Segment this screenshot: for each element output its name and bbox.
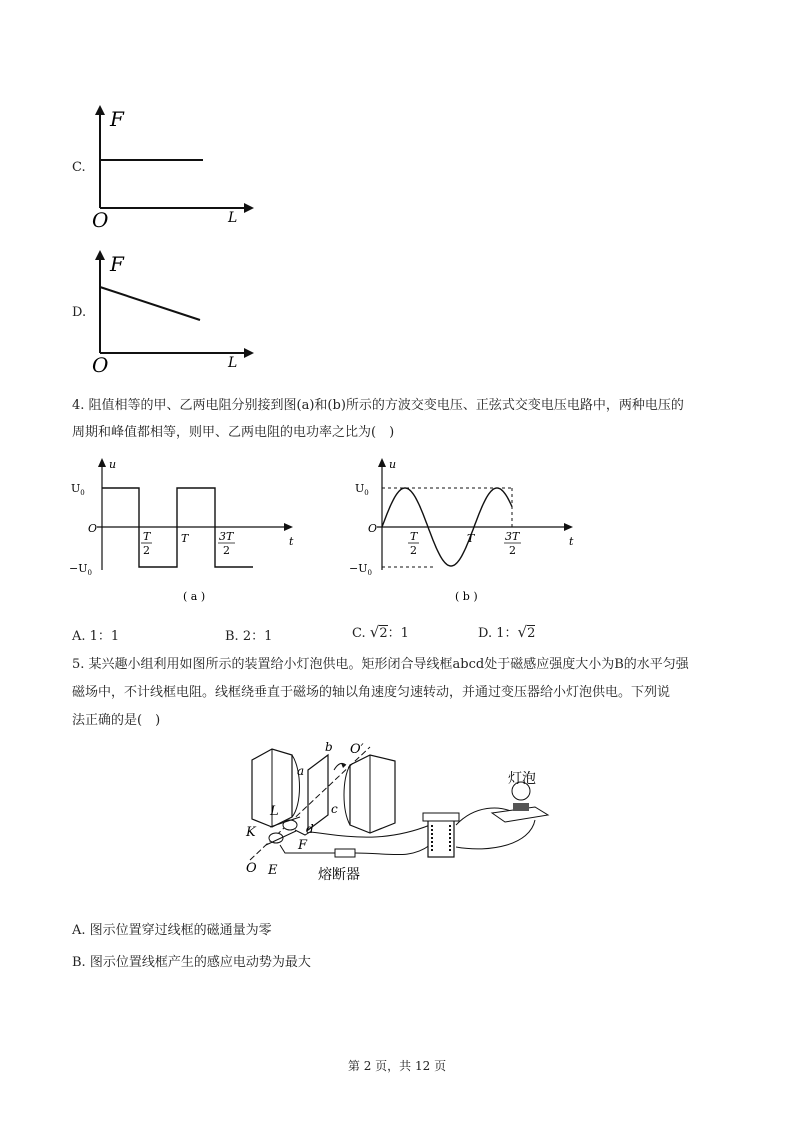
u0-label: $U_0$ [355, 482, 369, 497]
q4-line-1: 4. 阻值相等的甲、乙两电阻分别接到图(a)和(b)所示的方波交变电压、正弦式交变电压电路中，两种电压的 [72, 398, 684, 413]
figure-b-caption: ( b ) [455, 590, 478, 603]
svg-text:T: T [410, 530, 418, 543]
q5-option-a: A. 图示位置穿过线框的磁通量为零 [72, 923, 272, 938]
x-axis-arrow [244, 348, 254, 358]
bulb-socket [513, 803, 529, 811]
svg-text:a: a [297, 764, 305, 778]
svg-text:O: O [368, 522, 378, 535]
option-c-label: C. [72, 160, 86, 175]
svg-text:T: T [467, 532, 475, 545]
fuse-label: 熔断器 [318, 867, 360, 883]
y-axis-arrow [95, 105, 105, 115]
bulb-label: 灯泡 [508, 771, 536, 787]
y-axis-label: F [110, 252, 124, 276]
figure-b-sine-wave [345, 452, 585, 612]
q4-option-a: A. 1：1 [72, 629, 120, 644]
graph-c [88, 100, 258, 235]
q4-option-d: D. 1：√2 [478, 623, 536, 641]
svg-text:t: t [289, 535, 294, 548]
fuse [335, 849, 355, 857]
q5-line-2: 磁场中，不计线框电阻。线框绕垂直于磁场的轴以角速度匀速转动，并通过变压器给小灯泡供电。下列说 [72, 685, 671, 700]
graph-d [88, 245, 258, 380]
svg-text:d: d [306, 822, 314, 836]
svg-text:E: E [268, 863, 278, 878]
y-axis-arrow [95, 250, 105, 260]
graph-line [100, 287, 200, 320]
y-axis-label: F [110, 107, 124, 131]
figure-a-square-wave [65, 452, 305, 612]
u0-label: $U_0$ [71, 482, 85, 497]
x-axis-label: L [228, 355, 238, 371]
svg-text:2: 2 [143, 544, 150, 557]
q4-line-2: 周期和峰值都相等，则甲、乙两电阻的电功率之比为( ) [72, 425, 395, 440]
svg-text:O: O [88, 522, 98, 535]
svg-text:3T: 3T [505, 530, 520, 543]
coil-frame [308, 755, 328, 830]
generator-figure [230, 735, 560, 885]
origin-label: O [92, 353, 109, 377]
right-magnet [350, 755, 395, 833]
x-axis-label: L [228, 210, 238, 226]
svg-text:2: 2 [509, 544, 516, 557]
svg-text:K: K [246, 825, 256, 840]
svg-text:O′: O′ [350, 742, 364, 757]
svg-text:t: t [569, 535, 574, 548]
neg-u0-label: $-U_0$ [69, 562, 92, 577]
svg-text:u: u [109, 458, 117, 471]
svg-text:b: b [325, 740, 333, 754]
svg-text:T: T [181, 532, 189, 545]
svg-text:O: O [246, 861, 257, 876]
page-footer: 第 2 页，共 12 页 [347, 1059, 447, 1073]
x-axis-arrow [244, 203, 254, 213]
svg-text:c: c [331, 802, 338, 816]
svg-text:L: L [270, 804, 279, 819]
svg-text:F: F [298, 838, 308, 853]
svg-text:T: T [143, 530, 151, 543]
option-d-label: D. [72, 305, 87, 320]
svg-text:3T: 3T [219, 530, 234, 543]
figure-a-caption: ( a ) [183, 590, 206, 603]
q4-option-b: B. 2：1 [225, 629, 273, 644]
q5-line-3: 法正确的是( ) [72, 713, 161, 728]
svg-text:2: 2 [223, 544, 230, 557]
q5-option-b: B. 图示位置线框产生的感应电动势为最大 [72, 955, 311, 970]
origin-label: O [92, 208, 109, 232]
svg-text:2: 2 [410, 544, 417, 557]
q4-option-c: C. √2：1 [352, 623, 409, 641]
neg-u0-label: $-U_0$ [349, 562, 372, 577]
svg-text:u: u [389, 458, 397, 471]
q5-line-1: 5. 某兴趣小组利用如图所示的装置给小灯泡供电。矩形闭合导线框abcd处于磁感应强度大小为B的水平匀强 [72, 657, 689, 672]
